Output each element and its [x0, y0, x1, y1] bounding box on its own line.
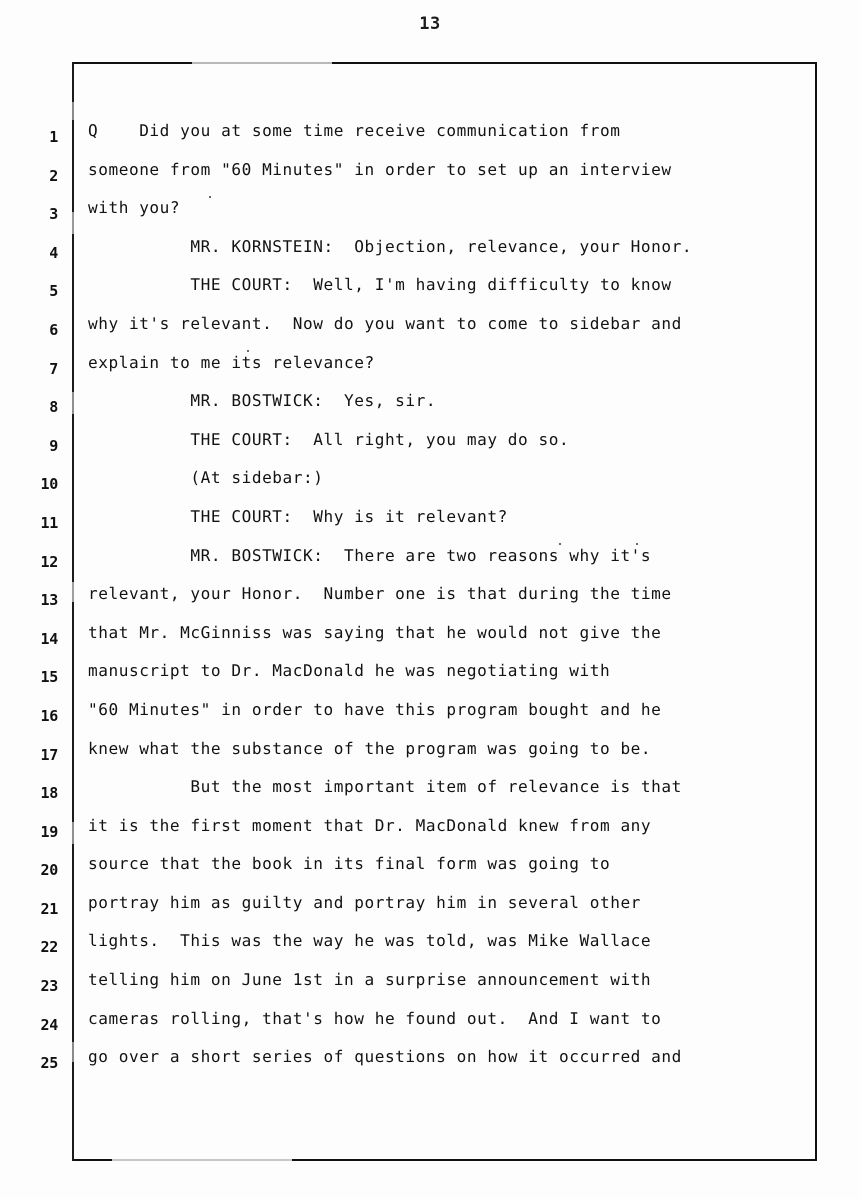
- line-text: THE COURT: Well, I'm having difficulty to know: [88, 275, 672, 295]
- line-text: Q Did you at some time receive communication from: [88, 121, 621, 140]
- line-number: 24: [40, 1015, 58, 1034]
- line-number: 22: [40, 938, 58, 957]
- line-text: MR. BOSTWICK: Yes, sir.: [88, 391, 437, 411]
- line-number: 19: [40, 822, 58, 841]
- line-number: 14: [40, 629, 58, 648]
- line-number: 4: [49, 243, 58, 262]
- line-number: 25: [40, 1054, 58, 1073]
- line-text: MR. BOSTWICK: There are two reasons why it's: [88, 545, 652, 565]
- transcript-body: [0, 118, 860, 1083]
- line-text: telling him on June 1st in a surprise announcement with: [88, 970, 652, 990]
- transcript-line: [0, 1006, 860, 1045]
- transcript-line: [0, 658, 860, 697]
- line-text: But the most important item of relevance is that: [88, 777, 682, 797]
- transcript-line: [0, 774, 860, 813]
- line-number: 12: [40, 552, 58, 571]
- line-number: 16: [40, 706, 58, 725]
- transcript-line: [0, 543, 860, 582]
- line-number: 5: [49, 282, 58, 301]
- line-text: (At sidebar:): [88, 468, 324, 488]
- transcript-line: [0, 118, 860, 157]
- line-text: portray him as guilty and portray him in several other: [88, 892, 641, 912]
- line-text: go over a short series of questions on how it occurred and: [88, 1047, 682, 1067]
- transcript-line: [0, 620, 860, 659]
- line-text: someone from "60 Minutes" in order to set up an interview: [88, 159, 672, 179]
- transcript-line: [0, 427, 860, 466]
- transcript-line: [0, 234, 860, 273]
- line-text: cameras rolling, that's how he found out. And I want to: [88, 1008, 662, 1028]
- line-number: 3: [49, 205, 58, 224]
- line-text: MR. KORNSTEIN: Objection, relevance, your Honor.: [88, 236, 693, 256]
- line-text: it is the first moment that Dr. MacDonald knew from any: [88, 815, 652, 835]
- line-number: 15: [40, 668, 58, 687]
- line-number: 7: [49, 359, 58, 378]
- transcript-line: [0, 890, 860, 929]
- line-number: 11: [40, 513, 58, 532]
- line-text: why it's relevant. Now do you want to come to sidebar and: [88, 313, 682, 333]
- transcript-line: [0, 1044, 860, 1083]
- transcript-line: [0, 697, 860, 736]
- transcript-line: [0, 311, 860, 350]
- transcript-line: [0, 813, 860, 852]
- line-number: 2: [49, 166, 58, 185]
- line-text: source that the book in its final form was going to: [88, 854, 611, 874]
- line-number: 8: [49, 398, 58, 417]
- line-text: that Mr. McGinniss was saying that he would not give the: [88, 622, 662, 642]
- line-number: 10: [40, 475, 58, 494]
- transcript-line: [0, 967, 860, 1006]
- line-number: 20: [40, 861, 58, 880]
- line-number: 1: [49, 128, 58, 146]
- line-text: knew what the substance of the program was going to be.: [88, 738, 652, 758]
- transcript-line: [0, 581, 860, 620]
- line-number: 17: [40, 745, 58, 764]
- line-number: 6: [49, 320, 58, 339]
- line-text: "60 Minutes" in order to have this program bought and he: [88, 699, 662, 719]
- transcript-line: [0, 928, 860, 967]
- line-text: with you?: [88, 198, 181, 218]
- transcript-line: [0, 504, 860, 543]
- line-number: 21: [40, 899, 58, 918]
- transcript-line: [0, 388, 860, 427]
- line-text: THE COURT: Why is it relevant?: [88, 506, 508, 526]
- transcript-line: [0, 157, 860, 196]
- transcript-line: [0, 195, 860, 234]
- line-text: manuscript to Dr. MacDonald he was negotiating with: [88, 661, 611, 681]
- line-number: 23: [40, 977, 58, 996]
- line-text: THE COURT: All right, you may do so.: [88, 429, 570, 449]
- line-number: 9: [49, 436, 58, 455]
- transcript-line: [0, 272, 860, 311]
- page-number: 13: [419, 14, 441, 34]
- transcript-line: [0, 736, 860, 775]
- line-text: lights. This was the way he was told, was Mike Wallace: [88, 931, 652, 951]
- transcript-line: [0, 350, 860, 389]
- line-text: relevant, your Honor. Number one is that during the time: [88, 584, 672, 604]
- line-number: 13: [40, 591, 58, 610]
- line-text: explain to me its relevance?: [88, 352, 375, 372]
- transcript-line: [0, 851, 860, 890]
- transcript-line: [0, 465, 860, 504]
- line-number: 18: [40, 784, 58, 803]
